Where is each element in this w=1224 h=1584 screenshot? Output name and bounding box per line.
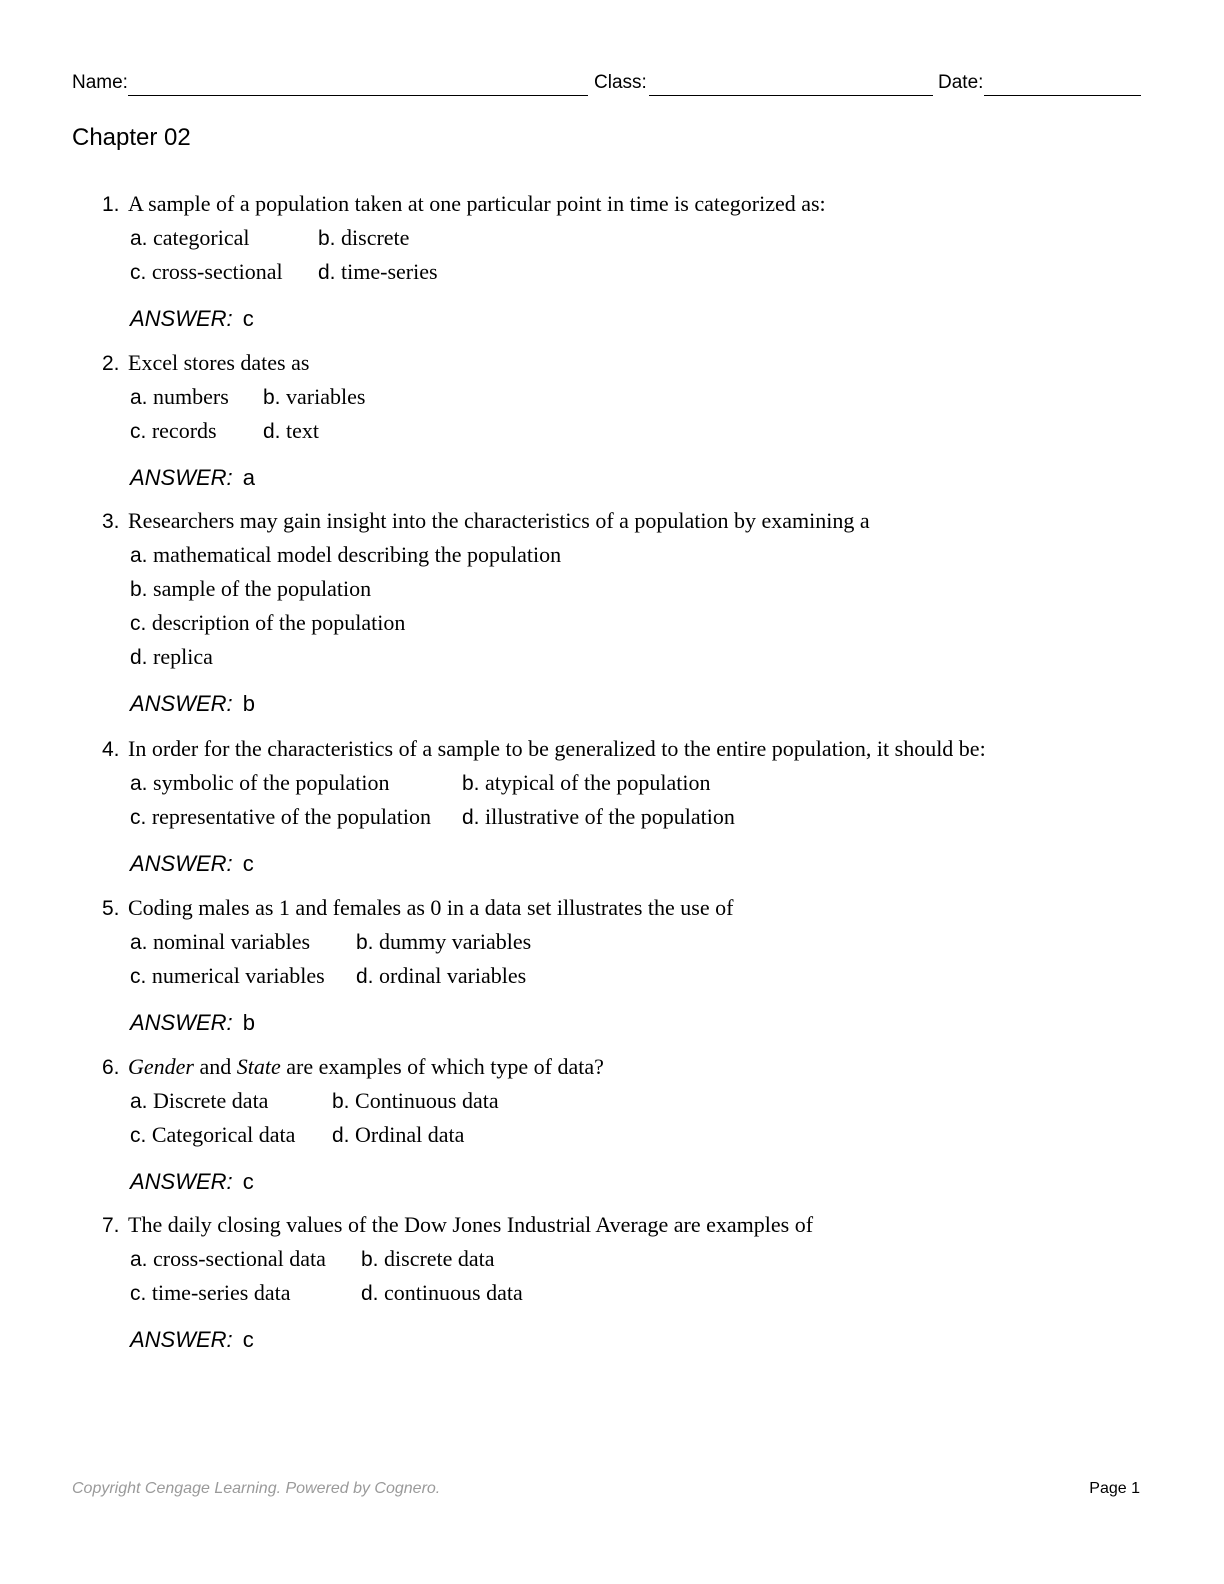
answer-line (130, 688, 1162, 720)
page-number: Page 1 (1089, 1480, 1140, 1497)
option-b[interactable]: b. dummy variables (356, 929, 532, 954)
question-stem: Gender and State are examples of which type of data? (128, 1054, 604, 1079)
answer-line (130, 462, 1162, 494)
option-d[interactable]: d. time-series (318, 259, 438, 284)
answer-value: c (242, 1169, 254, 1194)
question-3 (102, 504, 1162, 720)
option-a[interactable]: a. nominal variables (130, 929, 311, 954)
question-number: 5. (102, 897, 120, 920)
question-stem: In order for the characteristics of a sample to be generalized to the entire population, it should be: (128, 736, 986, 761)
question-stem: Excel stores dates as (128, 350, 310, 375)
answer-line (130, 848, 1162, 880)
chapter-title: Chapter 02 (72, 124, 191, 151)
option-a[interactable]: a. numbers (130, 384, 229, 409)
question-4 (102, 732, 1162, 880)
option-a[interactable]: a. cross-sectional data (130, 1246, 326, 1271)
answer-options (130, 1242, 1162, 1310)
option-c[interactable]: c. Categorical data (130, 1122, 296, 1147)
question-number: 4. (102, 738, 120, 761)
answer-label: ANSWER: (130, 1010, 233, 1035)
question-number: 3. (102, 510, 120, 533)
copyright-notice: Copyright Cengage Learning. Powered by Cognero. (72, 1480, 441, 1497)
option-c[interactable]: c. representative of the population (130, 804, 432, 829)
option-b[interactable]: b. Continuous data (332, 1088, 499, 1113)
answer-options (130, 380, 1162, 448)
question-number: 1. (102, 193, 120, 216)
question-stem: The daily closing values of the Dow Jones Industrial Average are examples of (128, 1212, 814, 1237)
question-stem: Coding males as 1 and females as 0 in a data set illustrates the use of (128, 895, 734, 920)
stem-term-state: State (236, 1054, 281, 1079)
question-number: 6. (102, 1056, 120, 1079)
answer-value: b (242, 1010, 255, 1035)
answer-value: a (242, 465, 255, 490)
option-a[interactable]: a. symbolic of the population (130, 770, 390, 795)
answer-options (130, 925, 1162, 993)
answer-label: ANSWER: (130, 851, 233, 876)
date-field[interactable] (984, 95, 1141, 96)
option-b[interactable]: b. sample of the population (130, 576, 372, 601)
question-stem: Researchers may gain insight into the characteristics of a population by examining a (128, 508, 870, 533)
option-d[interactable]: d. continuous data (361, 1280, 523, 1305)
question-2 (102, 346, 1162, 494)
answer-line (130, 1324, 1162, 1356)
option-a[interactable]: a. Discrete data (130, 1088, 269, 1113)
answer-options (130, 766, 1162, 834)
question-7 (102, 1208, 1162, 1356)
answer-label: ANSWER: (130, 1327, 233, 1352)
answer-label: ANSWER: (130, 691, 233, 716)
option-d[interactable]: d. Ordinal data (332, 1122, 465, 1147)
option-d[interactable]: d. illustrative of the population (462, 804, 735, 829)
answer-line (130, 303, 1162, 335)
answer-value: c (242, 851, 254, 876)
class-field[interactable] (649, 95, 933, 96)
option-b[interactable]: b. variables (263, 384, 366, 409)
option-c[interactable]: c. time-series data (130, 1280, 291, 1305)
class-label: Class: (594, 72, 647, 93)
option-c[interactable]: c. numerical variables (130, 963, 325, 988)
option-b[interactable]: b. atypical of the population (462, 770, 711, 795)
answer-label: ANSWER: (130, 306, 233, 331)
answer-options (130, 538, 1162, 674)
option-c[interactable]: c. cross-sectional (130, 259, 283, 284)
option-d[interactable]: d. replica (130, 644, 213, 669)
answer-label: ANSWER: (130, 1169, 233, 1194)
student-info-header (72, 72, 1142, 98)
answer-label: ANSWER: (130, 465, 233, 490)
answer-value: b (242, 691, 255, 716)
answer-options (130, 1084, 1162, 1152)
option-d[interactable]: d. text (263, 418, 320, 443)
question-1 (102, 187, 1162, 335)
option-c[interactable]: c. records (130, 418, 217, 443)
name-label: Name: (72, 72, 128, 93)
question-5 (102, 891, 1162, 1039)
answer-value: c (242, 1327, 254, 1352)
answer-line (130, 1007, 1162, 1039)
name-field[interactable] (128, 95, 588, 96)
answer-value: c (242, 306, 254, 331)
question-number: 2. (102, 352, 120, 375)
option-a[interactable]: a. categorical (130, 225, 250, 250)
option-d[interactable]: d. ordinal variables (356, 963, 527, 988)
date-label: Date: (938, 72, 984, 93)
question-number: 7. (102, 1214, 120, 1237)
stem-term-gender: Gender (128, 1054, 194, 1079)
option-c[interactable]: c. description of the population (130, 610, 406, 635)
answer-options (130, 221, 1162, 289)
option-b[interactable]: b. discrete data (361, 1246, 495, 1271)
question-stem: A sample of a population taken at one particular point in time is categorized as: (128, 191, 826, 216)
question-6 (102, 1050, 1162, 1198)
answer-line (130, 1166, 1162, 1198)
option-b[interactable]: b. discrete (318, 225, 410, 250)
option-a[interactable]: a. mathematical model describing the population (130, 542, 562, 567)
